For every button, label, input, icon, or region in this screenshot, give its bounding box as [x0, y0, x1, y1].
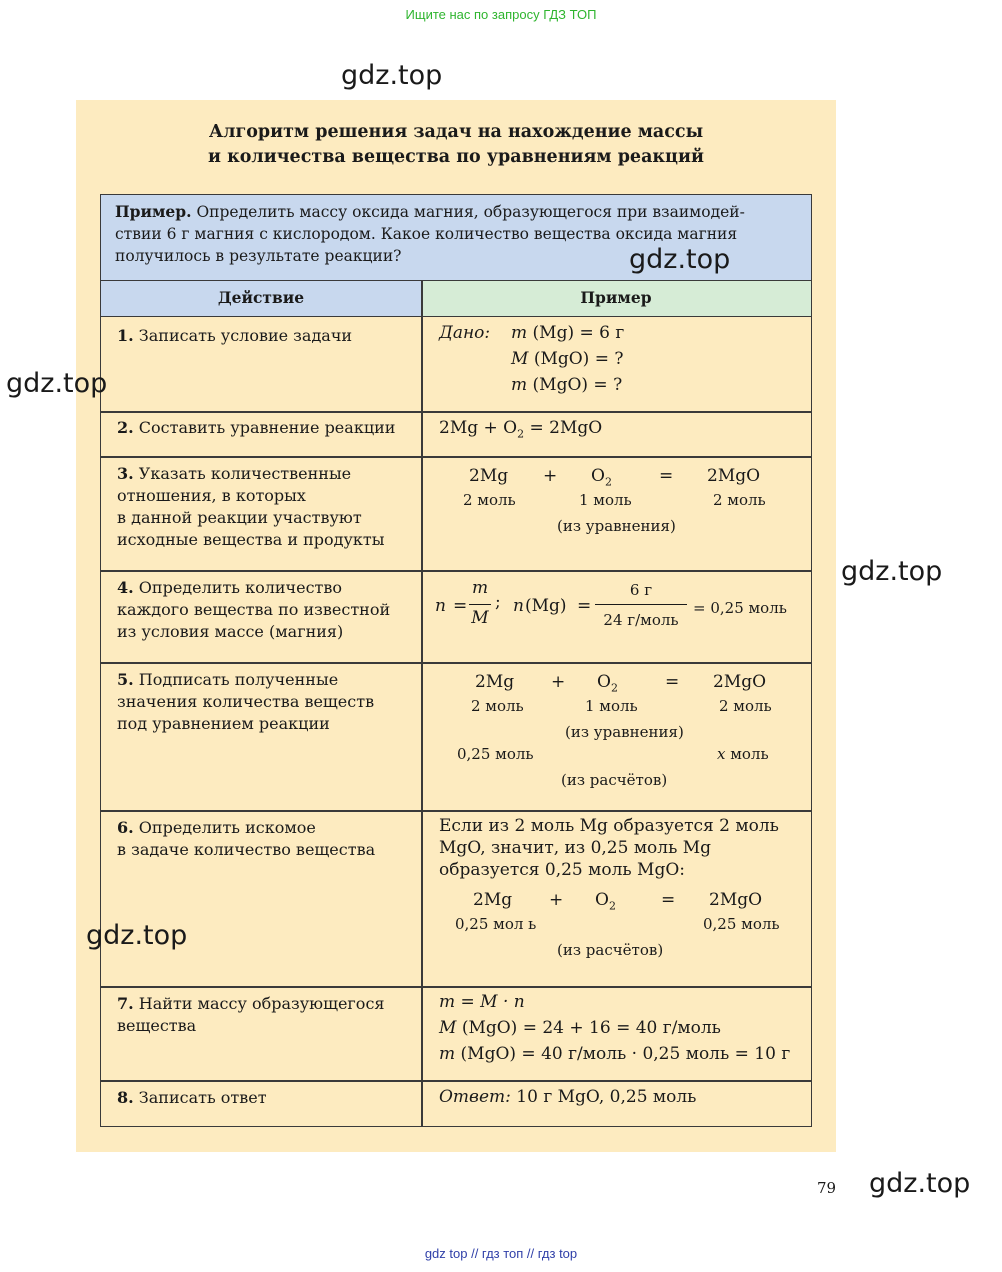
row-3-example: 2Mg + $O_2$ = 2MgO 2 моль 1 моль 2 моль (из уравнения)	[463, 466, 766, 535]
header-action: Действие	[101, 281, 421, 317]
row-6-example: Если из 2 моль Mg образуется 2 моль MgO, значит, из 0,25 моль Mg образуется 0,25 моль MgO: 2Mg + $O_2$ = 2MgO 0,25 мол ь 0,25 моль (из расчётов)	[439, 816, 780, 959]
formula-molar: M (MgO) = 24 + 16 = 40 г/моль	[439, 1018, 721, 1038]
title-line-1: Алгоритм решения задач на нахождение массы	[208, 122, 704, 142]
watermark: gdz.top	[629, 244, 731, 275]
given-molar-mgo: M (MgO) = ?	[511, 349, 624, 369]
example-label: Пример.	[115, 202, 192, 221]
algorithm-title	[76, 120, 836, 170]
top-banner: Ищите нас по запросу ГДЗ ТОП	[405, 7, 597, 22]
row-3-action: 3. Указать количественные отношения, в которых в данной реакции участвуют исходные вещества и продукты	[117, 464, 385, 549]
row-divider	[101, 456, 811, 458]
watermark: gdz.top	[86, 920, 188, 951]
given-mass-mgo: m (MgO) = ?	[511, 375, 623, 395]
header-example: Пример	[421, 281, 811, 317]
watermark: gdz.top	[6, 368, 108, 399]
watermark: gdz.top	[841, 556, 943, 587]
formula-result: m (MgO) = 40 г/моль · 0,25 моль = 10 г	[439, 1044, 791, 1064]
row-8-answer: Ответ: 10 г MgO, 0,25 моль	[439, 1087, 697, 1107]
formula-mass: m = M · n	[439, 992, 525, 1012]
row-4-action: 4. Определить количество каждого вещества по известной из условия массе (магния)	[117, 578, 391, 641]
algorithm-table	[100, 194, 812, 1127]
row-8-action: 8. Записать ответ	[117, 1088, 267, 1107]
row-divider	[101, 570, 811, 572]
row-6-action: 6. Определить искомое в задаче количество вещества	[117, 818, 376, 859]
row-4-formula: n = m M ; n (Mg) = 6 г 24 г/моль = 0,25 моль	[435, 578, 787, 629]
page-number: 79	[817, 1179, 837, 1197]
title-line-2: и количества вещества по уравнениям реакций	[208, 147, 704, 167]
example-line-1: Определить массу оксида магния, образующегося при взаимодей-	[196, 203, 745, 221]
row-7-example	[439, 989, 804, 1067]
row-1-action: 1. Записать условие задачи	[117, 326, 353, 345]
watermark: gdz.top	[869, 1168, 971, 1199]
row-2-equation: $2Mg + O_2 = 2MgO$	[439, 418, 603, 441]
row-7-action: 7. Найти массу образующегося вещества	[117, 994, 385, 1035]
row-divider	[101, 1080, 811, 1082]
row-2-action: 2. Составить уравнение реакции	[117, 418, 396, 437]
given-label: Дано:	[439, 323, 491, 343]
example-line-2: ствии 6 г магния с кислородом. Какое количество вещества оксида магния	[115, 225, 738, 243]
given-mass-mg: m (Mg) = 6 г	[511, 323, 625, 343]
footer-links[interactable]: gdz top // гдз топ // гдз top	[424, 1246, 578, 1261]
row-divider	[101, 986, 811, 988]
row-divider	[101, 810, 811, 812]
watermark: gdz.top	[341, 60, 443, 91]
row-divider	[101, 662, 811, 664]
row-5-action: 5. Подписать полученные значения количества веществ под уравнением реакции	[117, 670, 375, 733]
column-divider	[421, 281, 423, 1126]
row-divider	[101, 411, 811, 413]
row-5-example: 2Mg + $O_2$ = 2MgO 2 моль 1 моль 2 моль (из уравнения) 0,25 моль x моль (из расчётов)	[457, 672, 772, 789]
example-line-3: получилось в результате реакции?	[115, 247, 402, 265]
